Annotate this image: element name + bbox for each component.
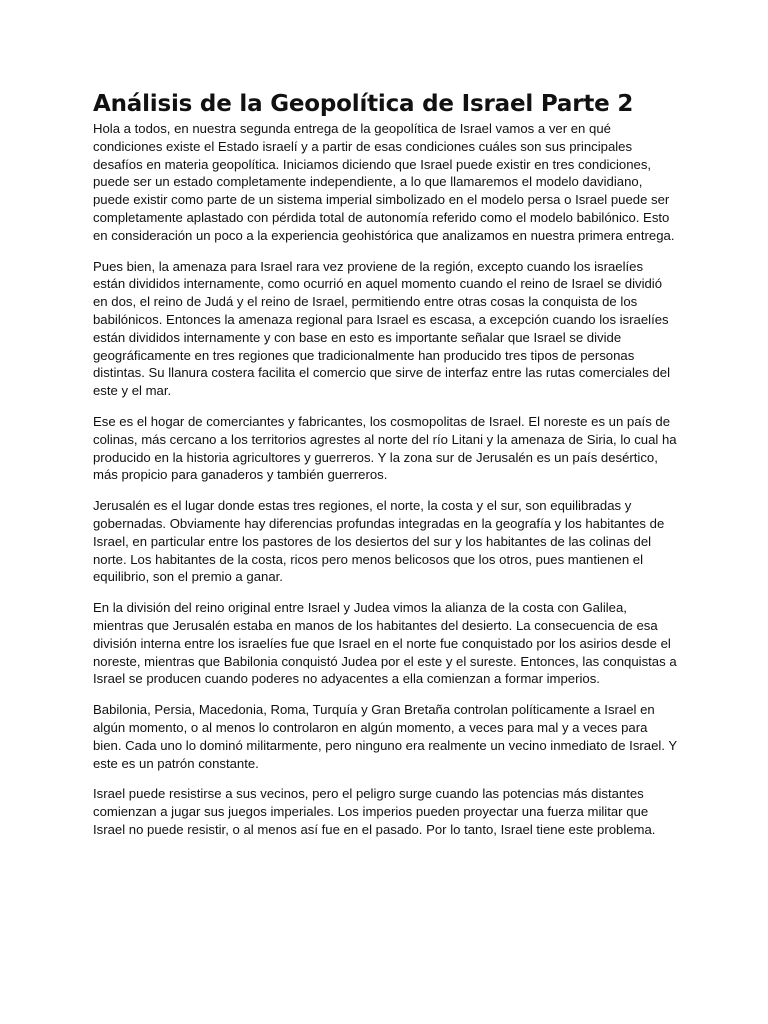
paragraph-5: En la división del reino original entre Israel y Judea vimos la alianza de la costa con Galilea, mientras que Jerusalén estaba en manos de los habitantes del desierto. La consecuencia de esa división interna entre los israelíes fue que Israel en el norte fue conquistado por los asirios desde el noreste, mientras que Babilonia conquistó Judea por el este y el sureste. Entonces, las conquistas a Israel se producen cuando poderes no adyacentes a ella comienzan a formar imperios. <box>93 600 677 687</box>
document-page <box>93 88 678 852</box>
paragraph-6: Babilonia, Persia, Macedonia, Roma, Turquía y Gran Bretaña controlan políticamente a Israel en algún momento, o al menos lo controlaron en algún momento, a veces para mal y a veces para bien. Cada uno lo dominó militarmente, pero ninguno era realmente un vecino inmediato de Israel. Y este es un patrón constante. <box>93 702 677 771</box>
paragraph-2: Pues bien, la amenaza para Israel rara vez proviene de la región, excepto cuando los israelíes están divididos internamente, como ocurrió en aquel momento cuando el reino de Israel se dividió en dos, el reino de Judá y el reino de Israel, permitiendo entre otras cosas la conquista de los babilónicos. Entonces la amenaza regional para Israel es escasa, a excepción cuando los israelíes están divididos internamente y con base en esto es importante señalar que Israel se divide geográficamente en tres regiones que tradicionalmente han producido tres tipos de personas distintas. Su llanura costera facilita el comercio que sirve de interfaz entre las rutas comerciales del este y el mar. <box>93 258 670 399</box>
document-title: Análisis de la Geopolítica de Israel Parte 2 <box>93 91 634 117</box>
paragraph-1: Hola a todos, en nuestra segunda entrega de la geopolítica de Israel vamos a ver en qué condiciones existe el Estado israelí y a partir de esas condiciones cuáles son sus principales desafíos en materia geopolítica. Iniciamos diciendo que Israel puede existir en tres condiciones, puede ser un estado completamente independiente, a lo que llamaremos el modelo davidiano, puede existir como parte de un sistema imperial simbolizado en el modelo persa o Israel puede ser completamente aplastado con pérdida total de autonomía referido como el modelo babilónico. Esto en consideración un poco a la experiencia geohistórica que analizamos en nuestra primera entrega. <box>93 121 675 243</box>
paragraph-4: Jerusalén es el lugar donde estas tres regiones, el norte, la costa y el sur, son equilibradas y gobernadas. Obviamente hay diferencias profundas integradas en la geografía y los habitantes de Israel, en particular entre los pastores de los desiertos del sur y los habitantes de las colinas del norte. Los habitantes de la costa, ricos pero menos belicosos que los otros, pues mantienen el equilibrio, son el premio a ganar. <box>93 498 665 585</box>
paragraph-7: Israel puede resistirse a sus vecinos, pero el peligro surge cuando las potencias más distantes comienzan a jugar sus juegos imperiales. Los imperios pueden proyectar una fuerza militar que Israel no puede resistir, o al menos así fue en el pasado. Por lo tanto, Israel tiene este problema. <box>93 786 656 837</box>
paragraph-3: Ese es el hogar de comerciantes y fabricantes, los cosmopolitas de Israel. El noreste es un país de colinas, más cercano a los territorios agrestes al norte del río Litani y la amenaza de Siria, lo cual ha producido en la historia agricultores y guerreros. Y la zona sur de Jerusalén es un país desértico, más propicio para ganaderos y también guerreros. <box>93 413 677 483</box>
